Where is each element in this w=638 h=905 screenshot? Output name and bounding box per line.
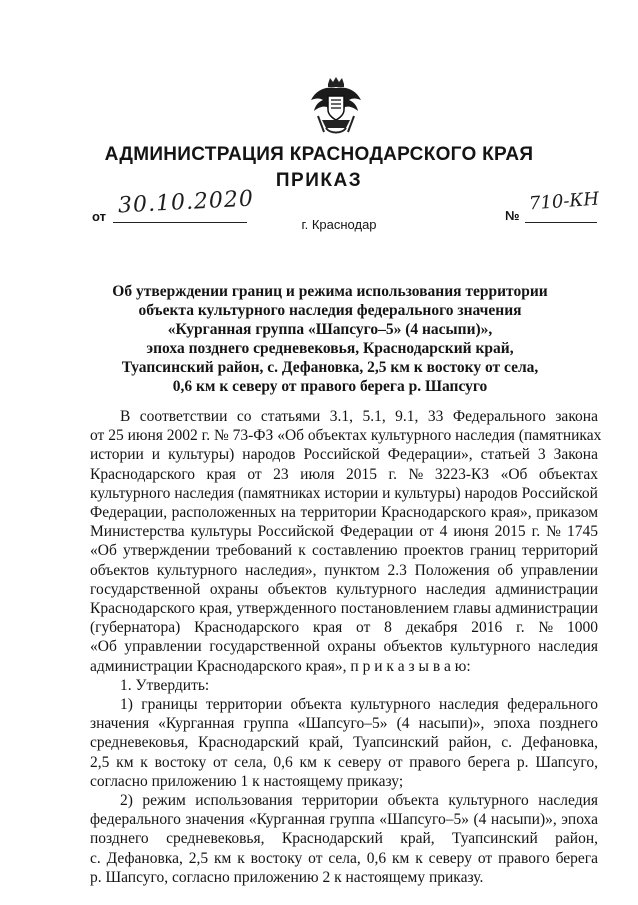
body-line: р. Шапсуго, согласно приложению 2 к настоящему приказу. <box>90 868 484 886</box>
body-line: Краснодарского края, утвержденного постановлением главы администрации <box>90 600 599 617</box>
number-value: 710-КН <box>528 188 600 215</box>
body-line: от 25 июня 2002 г. № 73-ФЗ «Об объектах культурного наследия (памятниках <box>90 427 602 445</box>
body-line: средневековья, Краснодарский край, Туапсинский район, с. Дефановка, <box>90 734 598 752</box>
body-line: культурного наследия (памятниках истории и культуры) народов Российской <box>90 484 598 502</box>
body-line: 1) границы территории объекта культурного наследия федерального <box>120 696 599 713</box>
document-subject <box>100 282 560 396</box>
city: г. Краснодар <box>301 217 377 232</box>
body-line: «Об утверждении требований к составлению проектов границ территорий <box>90 542 599 560</box>
body-line: Краснодарского края от 23 июля 2015 г. № 3223-КЗ «Об объектах <box>90 465 598 483</box>
subject-line: Туапсинский район, с. Дефановка, 2,5 км к востоку от села, <box>121 359 539 376</box>
subject-line: 0,6 км к северу от правого берега р. Шапсуго <box>172 378 488 395</box>
body-line: Министерства культуры Российской Федерации от 4 июня 2015 г. № 1745 <box>90 523 598 541</box>
subject-line: «Курганная группа «Шапсуго–5» (4 насыпи)», <box>167 321 493 338</box>
number-label: № <box>505 208 520 223</box>
body-line: позднего средневековья, Краснодарский край, Туапсинский район, <box>90 830 599 848</box>
subject-line: объекта культурного наследия федерального значения <box>138 302 522 319</box>
organization-title: АДМИНИСТРАЦИЯ КРАСНОДАРСКОГО КРАЯ <box>104 144 534 165</box>
body-line: (губернатора) Краснодарского края от 8 декабря 2016 г. № 1000 <box>90 619 598 637</box>
body-line: истории и культуры) народов Российской Федерации», статьей 3 Закона <box>90 446 598 464</box>
body-line: государственной охраны объектов культурного наследия администрации <box>90 580 599 598</box>
body-line: 2) режим использования территории объекта культурного наследия <box>120 792 599 809</box>
date-value: 30.10.2020 <box>117 186 255 219</box>
body-line: значения «Курганная группа «Шапсуго–5» (4 насыпи)», эпоха позднего <box>90 715 599 733</box>
body-line: «Об управлении государственной охраны объектов культурного наследия <box>90 638 598 656</box>
number-underline <box>525 222 597 223</box>
body-line: с. Дефановка, 2,5 км к востоку от села, 0,6 км к северу от правого берега <box>90 849 599 867</box>
body-line: 2,5 км к востоку от села, 0,6 км к северу от правого берега р. Шапсуго, <box>90 753 598 771</box>
subject-line: Об утверждении границ и режима использования территории <box>112 283 548 300</box>
date-label: от <box>92 209 106 224</box>
body-line: согласно приложению 1 к настоящему приказу; <box>90 772 404 790</box>
body-line: федерального значения «Курганная группа «Шапсуго–5» (4 насыпи)», эпоха <box>90 811 598 829</box>
coat-of-arms-icon <box>308 76 364 136</box>
body-line: Федерации, расположенных на территории Краснодарского края», приказом <box>90 504 598 521</box>
body-line: В соответствии со статьями 3.1, 5.1, 9.1, 33 Федерального закона <box>120 408 598 425</box>
body-line: объектов культурного наследия», пунктом 2.3 Положения об управлении <box>90 561 599 579</box>
body-line: 1. Утвердить: <box>120 676 210 694</box>
document-type: ПРИКАЗ <box>275 170 363 191</box>
body-line: администрации Краснодарского края», п р и к а з ы в а ю: <box>90 657 471 675</box>
subject-line: эпоха позднего средневековья, Краснодарский край, <box>146 340 514 357</box>
